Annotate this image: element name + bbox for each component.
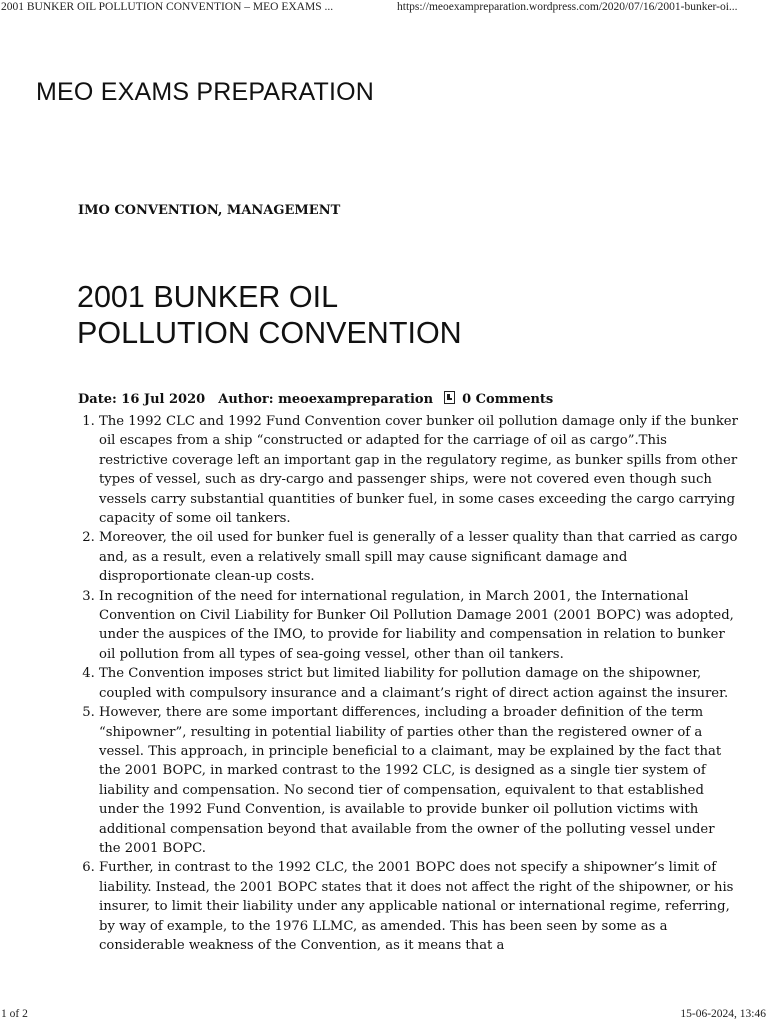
post-date: Date: 16 Jul 2020 — [78, 392, 206, 407]
page-number: 1 of 2 — [1, 1008, 28, 1020]
site-title[interactable]: MEO EXAMS PREPARATION — [36, 78, 375, 106]
print-header-url[interactable]: https://meoexampreparation.wordpress.com/2020/07/16/2001-bunker-oi... — [397, 1, 738, 13]
list-item: 5. However, there are some important differences, including a broader definition of the term “shipowner”, resulting in potential liability of parties other than the registered owner of a vessel. This approach, in principle beneficial to a claimant, may be explained by the fact that the 2001 BOPC, in marked contrast to the 1992 CLC, is designed as a single tier system of liability and compensation. No second tier of compensation, equivalent to that established under the 1992 Fund Convention, is available to provide bunker oil pollution victims with additional compensation beyond that available from the owner of the polluting vessel under the 2001 BOPC. — [99, 703, 739, 858]
post-comments-link[interactable]: 0 Comments — [462, 392, 554, 407]
print-footer — [0, 1008, 768, 1024]
post-author[interactable]: Author: meoexampreparation — [218, 392, 434, 407]
list-item: 1. The 1992 CLC and 1992 Fund Convention cover bunker oil pollution damage only if the bunker oil escapes from a ship “constructed or adapted for the carriage of oil as cargo”.This restrictive coverage left an important gap in the regulatory regime, as bunker spills from other types of vessel, such as dry-cargo and passenger ships, were not covered even though such vessels carry substantial quantities of bunker fuel, in some cases exceeding the cargo carrying capacity of some oil tankers. — [99, 412, 739, 528]
print-datetime: 15-06-2024, 13:46 — [680, 1008, 766, 1020]
comment-icon — [444, 391, 455, 404]
post-content-list — [78, 412, 739, 955]
print-header-title: 2001 BUNKER OIL POLLUTION CONVENTION – MEO EXAMS ... — [1, 1, 334, 13]
post-meta — [78, 392, 553, 407]
post-title — [77, 279, 637, 351]
post-title-line-1: 2001 BUNKER OIL — [77, 280, 339, 314]
post-categories[interactable]: IMO CONVENTION, MANAGEMENT — [78, 203, 341, 218]
list-item: 6. Further, in contrast to the 1992 CLC, the 2001 BOPC does not specify a shipowner’s limit of liability. Instead, the 2001 BOPC states that it does not affect the right of the shipowner, or his insurer, to limit their liability under any applicable national or international regime, referring, by way of example, to the 1976 LLMC, as amended. This has been seen by some as a considerable weakness of the Convention, as it means that a — [99, 858, 739, 955]
post-title-line-2: POLLUTION CONVENTION — [77, 316, 462, 350]
print-header — [0, 1, 768, 17]
list-item: 2. Moreover, the oil used for bunker fuel is generally of a lesser quality than that carried as cargo and, as a result, even a relatively small spill may cause significant damage and disproportionate clean-up costs. — [99, 528, 739, 586]
list-item: 4. The Convention imposes strict but limited liability for pollution damage on the shipowner, coupled with compulsory insurance and a claimant’s right of direct action against the insurer. — [99, 664, 739, 703]
list-item: 3. In recognition of the need for international regulation, in March 2001, the International Convention on Civil Liability for Bunker Oil Pollution Damage 2001 (2001 BOPC) was adopted, under the auspices of the IMO, to provide for liability and compensation in relation to bunker oil pollution from all types of sea-going vessel, other than oil tankers. — [99, 587, 739, 665]
